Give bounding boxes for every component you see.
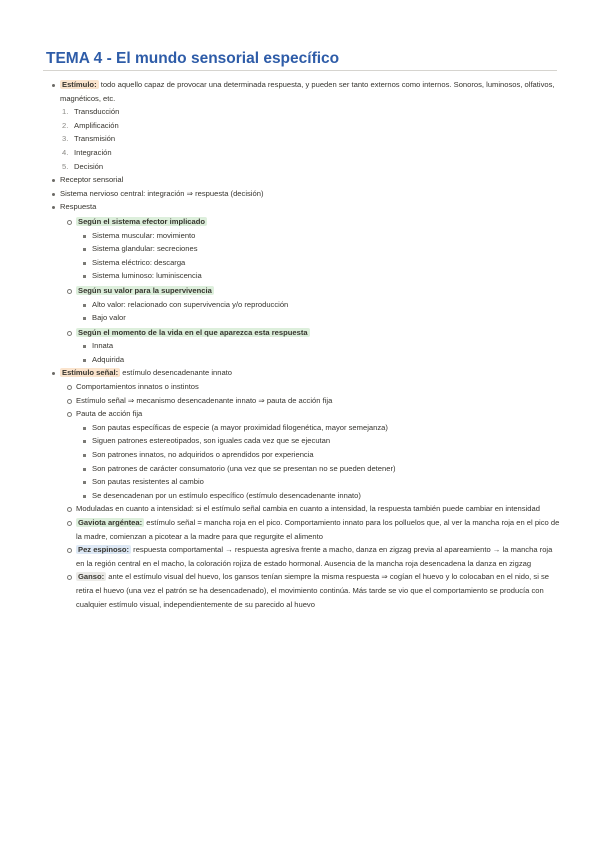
respuesta-group xyxy=(60,215,560,283)
process-step: 3. Transmisión xyxy=(62,134,116,144)
term-ganso: Ganso: xyxy=(78,572,105,582)
list-item-moduladas: Moduladas en cuanto a intensidad: si el estímulo señal cambia en cuanto a intensidad, la respuesta también puede cambiar en intensidad xyxy=(60,502,560,516)
list-item: Estímulo señal ⇒ mecanismo desencadenante innato ⇒ pauta de acción fija xyxy=(60,394,560,408)
term-gaviota: Gaviota argéntea: xyxy=(78,518,143,527)
list-item: Se desencadenan por un estímulo específico (estímulo desencadenante innato) xyxy=(76,489,560,503)
respuesta-group xyxy=(60,326,560,367)
process-step: 5. Decisión xyxy=(62,161,104,171)
example-pez-espinoso: Pez espinoso: respuesta comportamental → respuesta agresiva frente a macho, danza en zigzag previa al apareamiento → la mancha roja en la región central en el macho, la coloración rojiza de estado hormonal. Ausencia de la mancha roja desencadena la danza en zigzag xyxy=(60,543,560,570)
process-step: 1. Transducción xyxy=(62,107,120,117)
top-level-list xyxy=(40,78,560,611)
group-heading: Según su valor para la supervivencia xyxy=(78,285,212,295)
process-steps-list xyxy=(60,105,560,173)
page-title: TEMA 4 - El mundo sensorial específico xyxy=(46,50,340,67)
pauta-properties xyxy=(76,421,560,503)
group-heading: Según el momento de la vida en el que aparezca esta respuesta xyxy=(78,327,308,337)
list-item: Sistema glandular: secreciones xyxy=(76,242,560,256)
list-item: Son patrones innatos, no adquiridos o aprendidos por experiencia xyxy=(76,448,560,462)
respuesta-group xyxy=(60,284,560,325)
list-item-estimulo-senal: Estímulo señal: estímulo desencadenante innato Comportamientos innatos o instintos Estímulo señal ⇒ mecanismo desencadenante innato ⇒ pauta de acción fija Pauta de acción fija Son pautas específicas de especie (a mayor proximidad filogenética, mayor semejanza) Siguen patrones estereotipados, son iguales cada vez que se ejecutan Son patrones innatos, no adquiridos o aprendidos por experiencia Son patrones de carácter consumatorio (una vez que se presentan no se pueden detener) Son pautas resistentes al cambio Se desencadenan por un estímulo específico (estímulo desencadenante innato) Moduladas en cuanto a intensidad: si el estímulo señal cambia en cuanto a intensidad, la respuesta también puede cambiar en intensidad Gaviota argéntea: estímulo señal = mancha roja en el pico. Comportamiento innato para los polluelos que, al ver la mancha roja en el pico de la madre, comienzan a picotear a la madre para que regurgite el alimento Pez espinoso: respuesta comportamental → respuesta agresiva frente a macho, danza en zigzag previa al apareamiento → la mancha roja en la región central en el macho, la coloración rojiza de estado hormonal. Ausencia de la mancha roja desencadena la danza en zigzag Ganso: ante el estímulo visual del huevo, los gansos tenían siempre la misma respuesta ⇒ cogían el huevo y lo colocaban en el nido, si se retira el huevo (una vez el patrón se ha desencadenado), el movimiento continúa. Más tarde se vio que el comportamiento se producía con cualquier estímulo visual, independientemente de su parecido al huevo xyxy=(40,366,560,611)
list-item-estimulo xyxy=(40,78,560,173)
list-item-pauta: Pauta de acción fija Son pautas específicas de especie (a mayor proximidad filogenética, mayor semejanza) Siguen patrones estereotipados, son iguales cada vez que se ejecutan Son patrones innatos, no adquiridos o aprendidos por experiencia Son patrones de carácter consumatorio (una vez que se presentan no se pueden detener) Son pautas resistentes al cambio Se desencadenan por un estímulo específico (estímulo desencadenante innato) xyxy=(60,407,560,502)
term-estimulo: Estímulo: xyxy=(62,80,97,89)
term-estimulo-senal: Estímulo señal: xyxy=(62,368,119,378)
list-item: Innata xyxy=(76,339,560,353)
list-item-receptor: Receptor sensorial xyxy=(40,173,560,187)
notes-body xyxy=(40,78,560,611)
list-item: Son pautas específicas de especie (a mayor proximidad filogenética, mayor semejanza) xyxy=(76,421,560,435)
list-item: Bajo valor xyxy=(76,311,560,325)
respuesta-groups xyxy=(60,215,560,367)
example-gaviota: Gaviota argéntea: estímulo señal = mancha roja en el pico. Comportamiento innato para los polluelos que, al ver la mancha roja en el pico de la madre, comienzan a picotear a la madre para que regurgite el alimento xyxy=(60,516,560,543)
title-divider xyxy=(43,70,557,71)
list-item: Son pautas resistentes al cambio xyxy=(76,475,560,489)
process-step: 4. Integración xyxy=(62,147,112,157)
group-heading: Según el sistema efector implicado xyxy=(78,216,206,226)
list-item: Siguen patrones estereotipados, son iguales cada vez que se ejecutan xyxy=(76,434,560,448)
list-item: Sistema luminoso: luminiscencia xyxy=(76,269,560,283)
list-item-respuesta: Respuesta Según el sistema efector implicado Sistema muscular: movimiento Sistema glandular: secreciones Sistema eléctrico: descarga Sistema luminoso: luminiscencia Según su valor para la supervivencia Alto valor: relacionado con supervivencia y/o reproducción Bajo valor Según el momento de la vida en el que aparezca esta respuesta Innata Adquirida xyxy=(40,200,560,366)
list-item: Alto valor: relacionado con supervivencia y/o reproducción xyxy=(76,298,560,312)
list-item-sistema: Sistema nervioso central: integración ⇒ respuesta (decisión) xyxy=(40,187,560,201)
process-step: 2. Amplificación xyxy=(62,120,119,130)
senal-sublist xyxy=(60,380,560,611)
term-pez-espinoso: Pez espinoso: xyxy=(78,545,130,555)
list-item: Adquirida xyxy=(76,353,560,367)
list-item: Son patrones de carácter consumatorio (una vez que se presentan no se pueden detener) xyxy=(76,462,560,476)
list-item: Sistema eléctrico: descarga xyxy=(76,256,560,270)
estimulo-definition: todo aquello capaz de provocar una determinada respuesta, y pueden ser tanto externos como internos. Sonoros, luminosos, olfativos, magnéticos, etc. xyxy=(60,80,555,103)
list-item: Sistema muscular: movimiento xyxy=(76,229,560,243)
example-ganso: Ganso: ante el estímulo visual del huevo, los gansos tenían siempre la misma respuesta ⇒ cogían el huevo y lo colocaban en el nido, si se retira el huevo (una vez el patrón se ha desencadenado), el movimiento continúa. Más tarde se vio que el comportamiento se producía con cualquier estímulo visual, independientemente de su parecido al huevo xyxy=(60,570,560,611)
list-item: Comportamientos innatos o instintos xyxy=(60,380,560,394)
